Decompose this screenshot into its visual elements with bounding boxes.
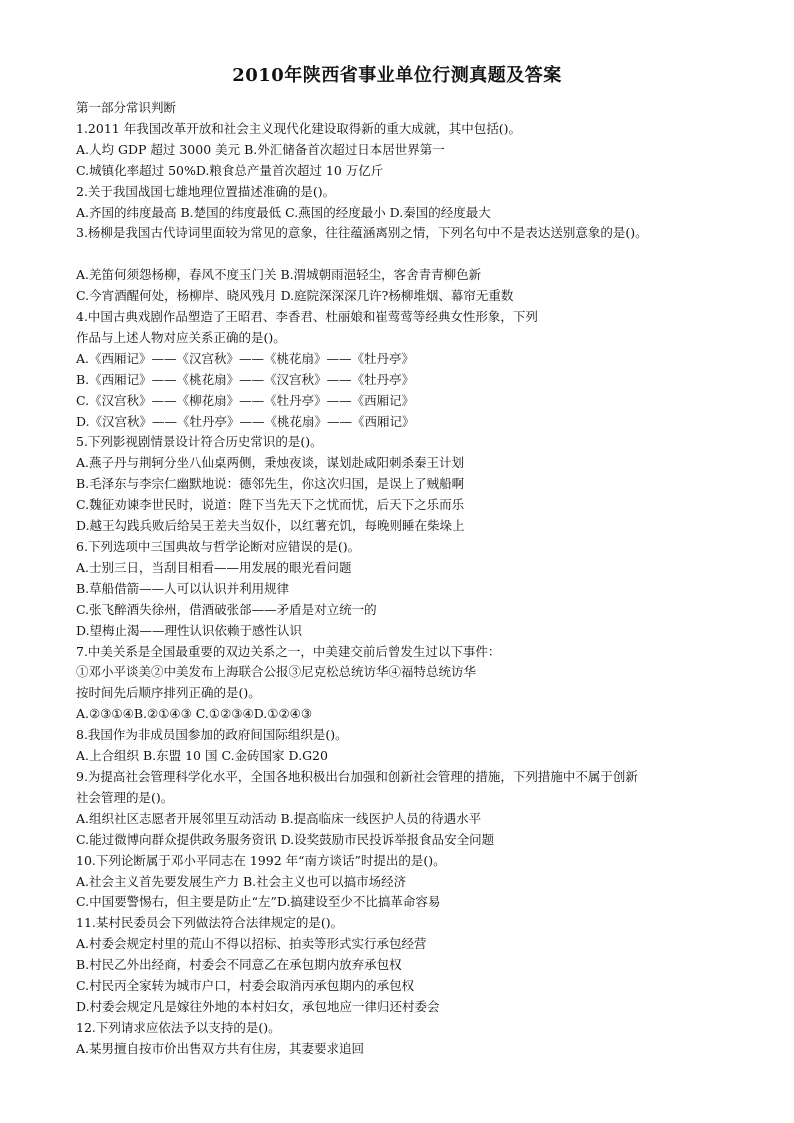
- question-6-option-a: A.士别三日，当刮目相看——用发展的眼光看问题: [76, 559, 352, 575]
- document-title: 2010年陕西省事业单位行测真题及答案: [232, 65, 562, 86]
- question-4-stem: 4.中国古典戏剧作品塑造了王昭君、李香君、杜丽娘和崔莺莺等经典女性形象，下列: [76, 309, 538, 325]
- question-5-option-a: A.燕子丹与荆轲分坐八仙桌两侧，秉烛夜谈，谋划赴咸阳刺杀秦王计划: [76, 455, 465, 471]
- question-8-stem: 8.我国作为非成员国参加的政府间国际组织是()。: [76, 727, 348, 743]
- question-12-stem: 12.下列请求应依法予以支持的是()。: [76, 1019, 281, 1035]
- question-11-option-c: C.村民丙全家转为城市户口，村委会取消丙承包期内的承包权: [76, 978, 415, 994]
- question-11-option-b: B.村民乙外出经商，村委会不同意乙在承包期内放弃承包权: [76, 957, 402, 973]
- blank-line: [76, 244, 726, 265]
- question-10-options-ab: A.社会主义首先要发展生产力 B.社会主义也可以搞市场经济: [76, 873, 407, 889]
- question-2-stem: 2.关于我国战国七雄地理位置描述准确的是()。: [76, 183, 336, 199]
- question-11-option-a: A.村委会规定村里的荒山不得以招标、拍卖等形式实行承包经营: [76, 936, 427, 952]
- question-10-stem: 10.下列论断属于邓小平同志在 1992 年“南方谈话”时提出的是()。: [76, 852, 446, 868]
- question-7-events: ①邓小平谈美②中美发布上海联合公报③尼克松总统访华④福特总统访华: [76, 664, 477, 680]
- question-10-options-cd: C.中国要警惕右，但主要是防止“左”D.搞建设至少不比搞革命容易: [76, 894, 441, 910]
- document-body: [76, 98, 726, 1060]
- question-7-stem: 7.中美关系是全国最重要的双边关系之一，中美建交前后曾发生过以下事件：: [76, 643, 501, 659]
- question-6-option-c: C.张飞醉酒失徐州，借酒破张郃——矛盾是对立统一的: [76, 601, 377, 617]
- question-11-stem: 11.某村民委员会下列做法符合法律规定的是()。: [76, 915, 344, 931]
- question-1-options-cd: C.城镇化率超过 50%D.粮食总产量首次超过 10 万亿斤: [76, 162, 384, 178]
- question-4-option-c: C.《汉宫秋》——《柳花扇》——《牡丹亭》——《西厢记》: [76, 392, 415, 408]
- question-11-option-d: D.村委会规定凡是嫁往外地的本村妇女，承包地应一律归还村委会: [76, 998, 440, 1014]
- question-3-options-ab: A.羌笛何须怨杨柳，春风不度玉门关 B.渭城朝雨浥轻尘，客舍青青柳色新: [76, 267, 482, 283]
- question-9-stem: 9.为提高社会管理科学化水平，全国各地积极出台加强和创新社会管理的措施，下列措施中不属于创新: [76, 768, 638, 784]
- question-9-options-cd: C.能过微博向群众提供政务服务资讯 D.设奖鼓励市民投诉举报食品安全问题: [76, 831, 495, 847]
- question-5-option-d: D.越王勾践兵败后给吴王差夫当奴仆，以红薯充饥，每晚则睡在柴垛上: [76, 518, 465, 534]
- question-1-options-ab: A.人均 GDP 超过 3000 美元 B.外汇储备首次超过日本居世界第一: [76, 141, 445, 157]
- question-6-option-b: B.草船借箭——人可以认识并利用规律: [76, 580, 290, 596]
- question-3-options-cd: C.今宵酒醒何处，杨柳岸、晓风残月 D.庭院深深深几许?杨柳堆烟、幕帘无重数: [76, 288, 514, 304]
- question-9-stem-cont: 社会管理的是()。: [76, 789, 174, 805]
- question-4-option-d: D.《汉宫秋》——《牡丹亭》——《桃花扇》——《西厢记》: [76, 413, 415, 429]
- question-8-options: A.上合组织 B.东盟 10 国 C.金砖国家 D.G20: [76, 748, 328, 764]
- question-2-options: A.齐国的纬度最高 B.楚国的纬度最低 C.燕国的经度最小 D.秦国的经度最大: [76, 204, 491, 220]
- question-4-stem-cont: 作品与上述人物对应关系正确的是()。: [76, 329, 286, 345]
- question-5-option-c: C.魏征劝谏李世民时，说道：陛下当先天下之忧而忧，后天下之乐而乐: [76, 497, 465, 513]
- question-5-stem: 5.下列影视剧情景设计符合历史常识的是()。: [76, 434, 323, 450]
- question-6-stem: 6.下列选项中三国典故与哲学论断对应错误的是()。: [76, 539, 361, 555]
- question-7-options: A.②③①④B.②①④③ C.①②③④D.①②④③: [76, 706, 313, 722]
- question-12-option-a: A.某男擅自按市价出售双方共有住房，其妻要求追回: [76, 1040, 365, 1056]
- question-7-stem-cont: 按时间先后顺序排列正确的是()。: [76, 685, 261, 701]
- section-heading: 第一部分常识判断: [76, 100, 177, 115]
- question-3-stem: 3.杨柳是我国古代诗词里面较为常见的意象，往往蕴涵离别之情，下列名句中不是表达送别意象的是()。: [76, 225, 648, 241]
- question-5-option-b: B.毛泽东与李宗仁幽默地说：德邻先生，你这次归国，是误上了贼船啊: [76, 476, 465, 492]
- question-1-stem: 1.2011 年我国改革开放和社会主义现代化建设取得新的重大成就，其中包括()。: [76, 120, 521, 136]
- question-4-option-a: A.《西厢记》——《汉宫秋》——《桃花扇》——《牡丹亭》: [76, 350, 415, 366]
- question-9-options-ab: A.组织社区志愿者开展邻里互动活动 B.提高临床一线医护人员的待遇水平: [76, 810, 482, 826]
- question-6-option-d: D.望梅止渴——理性认识依赖于感性认识: [76, 622, 303, 638]
- question-4-option-b: B.《西厢记》——《桃花扇》——《汉宫秋》——《牡丹亭》: [76, 371, 415, 387]
